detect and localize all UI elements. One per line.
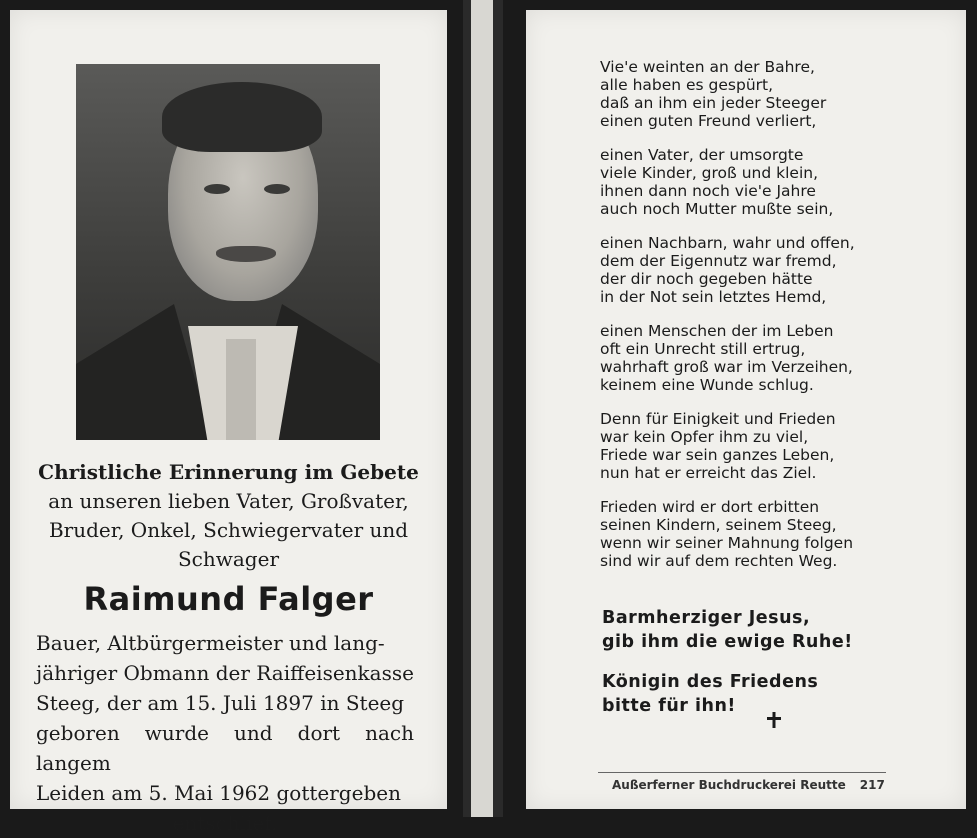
poem-line: wenn wir seiner Mahnung folgen (600, 534, 854, 552)
bio-line: entschlief. (172, 811, 278, 835)
card-fold (463, 0, 503, 817)
poem-line: einen Vater, der umsorgte (600, 146, 804, 164)
poem-line: oft ein Unrecht still ertrug, (600, 340, 806, 358)
poem-stanza (600, 234, 920, 306)
prayer-line: Barmherziger Jesus, (602, 608, 811, 628)
intro-line: an unseren lieben Vater, Großvater, (48, 489, 409, 513)
printer-imprint (612, 778, 885, 792)
poem-stanza (600, 410, 920, 482)
poem-line: einen Nachbarn, wahr und offen, (600, 234, 855, 252)
prayer-line: bitte für ihn! (602, 696, 736, 716)
poem-line: sind wir auf dem rechten Weg. (600, 552, 838, 570)
cross-icon (764, 710, 784, 730)
poem-line: seinen Kindern, seinem Steeg, (600, 516, 837, 534)
bio-line: jähriger Obmann der Raiffeisenkasse (36, 661, 414, 685)
card-heading: Christliche Erinnerung im Gebete (38, 460, 419, 484)
intro-line: Bruder, Onkel, Schwiegervater und (48, 518, 409, 542)
intro-text (20, 487, 437, 574)
poem-line: Denn für Einigkeit und Frieden (600, 410, 836, 428)
poem-stanza (600, 58, 920, 130)
poem-line: der dir noch gegeben hätte (600, 270, 813, 288)
poem-line: wahrhaft groß war im Verzeihen, (600, 358, 853, 376)
bio-line: Steeg, der am 15. Juli 1897 in Steeg (36, 691, 405, 715)
prayer-line: gib ihm die ewige Ruhe! (602, 632, 853, 652)
prayer (602, 606, 932, 654)
imprint-divider (598, 772, 886, 773)
poem-line: Frieden wird er dort erbitten (600, 498, 820, 516)
poem-line: daß an ihm ein jeder Steeger (600, 94, 827, 112)
poem-stanza (600, 322, 920, 394)
bio-line: Bauer, Altbürgermeister und lang- (36, 631, 385, 655)
intro-line: Schwager (177, 547, 280, 571)
poem-line: dem der Eigennutz war fremd, (600, 252, 837, 270)
poem-line: nun hat er erreicht das Ziel. (600, 464, 817, 482)
poem-line: war kein Opfer ihm zu viel, (600, 428, 809, 446)
poem-line: ihnen dann noch vie'e Jahre (600, 182, 816, 200)
printer-name: Außerferner Buchdruckerei Reutte (612, 778, 846, 792)
poem-line: in der Not sein letztes Hemd, (600, 288, 827, 306)
poem-line: auch noch Mutter mußte sein, (600, 200, 834, 218)
print-number: 217 (859, 778, 885, 792)
poem-line: einen Menschen der im Leben (600, 322, 834, 340)
poem-stanza (600, 146, 920, 218)
poem-line: Vie'e weinten an der Bahre, (600, 58, 815, 76)
poem-line: einen guten Freund verliert, (600, 112, 817, 130)
poem-line: keinem eine Wunde schlug. (600, 376, 814, 394)
biography (36, 628, 414, 838)
poem-line: viele Kinder, groß und klein, (600, 164, 819, 182)
poem-line: alle haben es gespürt, (600, 76, 774, 94)
deceased-name: Raimund Falger (83, 580, 374, 618)
poem-line: Friede war sein ganzes Leben, (600, 446, 835, 464)
prayer-line: Königin des Friedens (602, 672, 819, 692)
portrait-photo (76, 64, 380, 440)
bio-line: geboren wurde und dort nach langem (36, 721, 414, 775)
poem-stanza (600, 498, 920, 570)
bio-line: Leiden am 5. Mai 1962 gottergeben (36, 781, 401, 805)
